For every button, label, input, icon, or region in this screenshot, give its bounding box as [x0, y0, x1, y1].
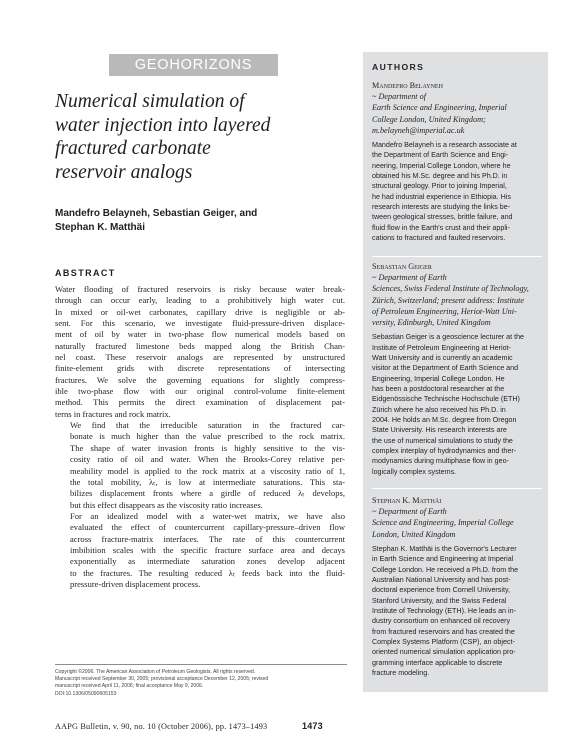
title-line: Numerical simulation of	[55, 91, 245, 112]
byline-line: Stephan K. Matthäi	[55, 221, 146, 233]
affiliation-line: of Petroleum Engineering, Heriot-Watt Uni-	[372, 306, 517, 316]
bio-line: Stanford University, and the Swiss Federal	[372, 596, 507, 605]
author-entry	[372, 495, 542, 678]
abstract-line: terns in fractures and rock matrix.	[55, 408, 171, 419]
abstract-line: Water flooding of fractured reservoirs is risky because water break-	[55, 284, 345, 294]
abstract-line: In mixed or oil-wet carbonates, capillary drive is negligible or ab-	[55, 306, 345, 317]
abstract-line: ment of oil by water in two-phase flow numerical models based on	[55, 329, 345, 340]
bio-line: logically complex systems.	[372, 467, 457, 476]
author-affiliation	[372, 80, 542, 136]
abstract-line: imbibition scales with the specific fracture surface area and decays	[70, 544, 345, 555]
bio-line: State University. His research interests are	[372, 426, 507, 435]
abstract-heading: ABSTRACT	[55, 268, 116, 278]
title-line: fractured carbonate	[55, 138, 211, 159]
abstract-line: cosity ratio of oil and water. When the Brooks-Corey relative per-	[70, 454, 345, 465]
abstract-line: method. This permits the direct examination of displacement pat-	[55, 397, 345, 408]
authors-heading: AUTHORS	[372, 62, 425, 72]
journal-citation: AAPG Bulletin, v. 90, no. 10 (October 2006), pp. 1473–1493	[55, 722, 268, 731]
bio-line: Engineering, Imperial College London. He	[372, 374, 505, 383]
bio-line: obtained his M.Sc. degree and his Ph.D. in	[372, 172, 508, 181]
bio-line: College London. He received a Ph.D. from the	[372, 565, 519, 574]
author-bio	[372, 140, 542, 243]
abstract-line: across fracture-matrix interfaces. The rate of this countercurrent	[70, 533, 345, 544]
bio-line: the use of numerical simulations to study the	[372, 436, 513, 445]
bio-line: from fractured reservoirs and has created the	[372, 627, 515, 636]
affiliation-line: ~ Department of Earth	[372, 273, 447, 283]
abstract-line: We find that the irreducible saturation in the fractured car-	[70, 420, 345, 431]
abstract-line: through can occur early, leading to a prohibitively high water cut.	[55, 295, 345, 306]
article-title	[55, 90, 313, 184]
affiliation-line: ~ Department of Earth	[372, 507, 447, 517]
bio-line: research interests are studying the links be-	[372, 203, 511, 212]
author-divider	[372, 256, 542, 257]
bio-line: Australian National University and has post-	[372, 575, 511, 584]
author-entry	[372, 261, 542, 477]
bio-line: fluid flow in the Earth's crust and their appli-	[372, 223, 510, 232]
abstract-line: but this effect disappears as the viscosity ratio increases.	[70, 499, 263, 510]
bio-line: Sebastian Geiger is a geoscience lecturer at the	[372, 333, 525, 342]
author-divider	[372, 488, 542, 489]
abstract-line: finite-element grids with discrete representations of intersecting	[55, 363, 345, 374]
abstract-line: evaluated the effect of countercurrent capillary-pressure–driven flow	[70, 522, 345, 533]
abstract-paragraph	[55, 284, 345, 420]
bio-line: Zürich where he also received his Ph.D. in	[372, 405, 506, 414]
bio-line: Institute of Petroleum Engineering at Heriot-	[372, 343, 511, 352]
bio-line: in Earth Science and Engineering at Imperial	[372, 555, 514, 564]
abstract-paragraph	[55, 420, 345, 511]
bio-line: Institute of Technology (ETH). He leads an in-	[372, 606, 516, 615]
abstract-line: nel coast. These reservoir analogs are represented by unstructured	[55, 352, 345, 363]
abstract-body	[55, 284, 345, 590]
bio-line: Watt University and is currently an academic	[372, 353, 513, 362]
bio-line: structural geology. Prior to joining Imperial,	[372, 182, 507, 191]
abstract-line: pressure-driven displacement process.	[70, 578, 201, 589]
bio-line: dustry consortium on enhanced oil recovery	[372, 617, 511, 626]
bio-line: Complex Systems Platform (CSP), an object-	[372, 637, 515, 646]
affiliation-line: London, United Kingdom	[372, 529, 456, 539]
bio-line: gramming interface applicable to discrete	[372, 658, 503, 667]
affiliation-line: versity, Edinburgh, United Kingdom	[372, 318, 491, 328]
author-name: Stephan K. Matthäi	[372, 496, 442, 505]
bio-line: 2004. He holds an M.Sc. degree from Oregon	[372, 415, 517, 424]
page-number: 1473	[302, 721, 323, 731]
bio-line: Mandefro Belayneh is a research associate at	[372, 141, 517, 150]
title-line: reservoir analogs	[55, 161, 193, 183]
author-name: Mandefro Belayneh	[372, 81, 443, 90]
bio-line: fracture modeling.	[372, 668, 430, 677]
manuscript-dates-line: Manuscript received September 30, 2005; provisional acceptance December 12, 2005; revised	[55, 676, 269, 683]
affiliation-line: Science and Engineering, Imperial College	[372, 518, 514, 528]
byline	[55, 207, 315, 234]
abstract-line: sent. For this scenario, we investigate fluid-pressure-driven displace-	[55, 318, 345, 329]
copyright-line: Copyright ©2006. The American Association of Petroleum Geologists. All rights reserved.	[55, 669, 256, 675]
manuscript-dates-line: manuscript received April 11, 2006; final acceptance May 9, 2006.	[55, 683, 204, 690]
abstract-paragraph	[55, 511, 345, 590]
affiliation-line: Earth Science and Engineering, Imperial	[372, 103, 507, 113]
author-name: Sebastian Geiger	[372, 262, 432, 271]
abstract-line: meability model is applied to the rock matrix at a viscosity ratio of 1,	[70, 465, 345, 476]
byline-line: Mandefro Belayneh, Sebastian Geiger, and	[55, 208, 258, 219]
bio-line: he had industrial experience in Ethiopia. His	[372, 192, 511, 201]
abstract-line: the total mobility, λₜ, is low at intermediate saturations. This sta-	[70, 476, 345, 487]
author-bio	[372, 544, 542, 678]
page-footer	[55, 722, 325, 731]
author-email: m.belayneh@imperial.ac.uk	[372, 125, 465, 135]
author-affiliation	[372, 495, 542, 540]
bio-line: doctoral experience from Cornell University,	[372, 586, 510, 595]
abstract-line: bonate is much higher than the value prescribed to the rock matrix.	[70, 431, 345, 442]
bio-line: complex interplay of hydrodynamics and ther-	[372, 447, 517, 455]
bio-line: cations to fractured and faulted reservoirs.	[372, 234, 506, 243]
abstract-line: ible two-phase flow with our original control-volume finite-element	[55, 386, 345, 397]
abstract-line: exponentially as intermediate saturation zones develop adjacent	[70, 556, 345, 567]
bio-line: visitor at the Department of Earth Science and	[372, 364, 519, 373]
bio-line: modynamics during multiphase flow in geo-	[372, 457, 509, 466]
affiliation-line: Sciences, Swiss Federal Institute of Technology,	[372, 284, 529, 294]
copyright-block	[55, 664, 347, 698]
abstract-line: For an idealized model with a water-wet matrix, we have also	[70, 510, 345, 521]
abstract-line: to the fractures. The resulting reduced λₜ feeds back into the fluid-	[70, 567, 345, 578]
author-bio	[372, 332, 542, 477]
bio-line: the Department of Earth Science and Engi-	[372, 151, 509, 160]
abstract-line: naturally fractured limestone beds mapped along the British Chan-	[55, 340, 345, 351]
author-affiliation	[372, 261, 542, 328]
bio-line: Stephan K. Matthäi is the Governor's Lecturer	[372, 544, 517, 553]
bio-line: oriented numerical simulation application pro-	[372, 648, 516, 657]
bio-line: Eidgenössische Technische Hochschule (ETH)	[372, 395, 520, 404]
bio-line: has been a postdoctoral researcher at the	[372, 384, 505, 393]
affiliation-line: ~ Department of	[372, 92, 427, 102]
bio-line: neering, Imperial College London, where he	[372, 161, 511, 170]
bio-line: tween geological stresses, brittle failure, and	[372, 213, 513, 222]
author-entry	[372, 80, 542, 243]
affiliation-line: Zürich, Switzerland; present address: Institute	[372, 295, 524, 305]
section-banner: GEOHORIZONS	[109, 54, 278, 76]
affiliation-line: College London, United Kingdom;	[372, 114, 486, 124]
abstract-line: The shape of water invasion fronts is highly sensitive to the vis-	[70, 442, 345, 453]
doi-line: DOI:10.1306/05090605153	[55, 690, 117, 697]
abstract-line: bilizes displacement fronts where a girdle of reduced λₜ develops,	[70, 488, 345, 499]
title-line: water injection into layered	[55, 114, 271, 136]
abstract-line: fractures. We solve the governing equations for slightly compress-	[55, 374, 345, 385]
